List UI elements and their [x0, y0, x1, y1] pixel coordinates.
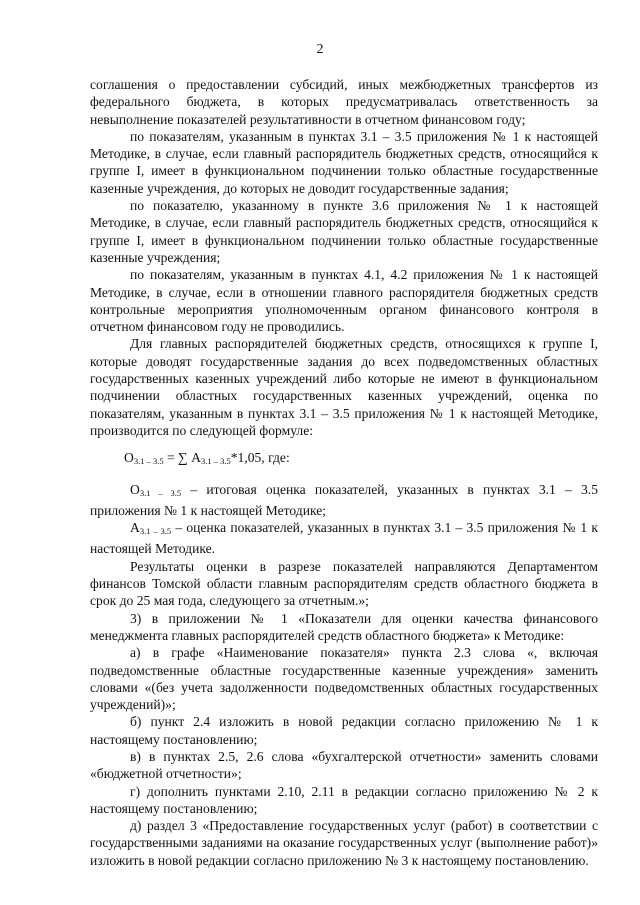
- formula-equals-sum: = ∑: [163, 450, 192, 466]
- list-item: а) в графе «Наименование показателя» пункта 2.3 слова «, включая подведомственные областные государственные казенные учреждения» заменить словами «(без учета задолженности подведомственных областных государственных учреждений)»;: [90, 645, 598, 713]
- paragraph: по показателям, указанным в пунктах 4.1, 4.2 приложения № 1 к настоящей Методике, в случае, если в отношении главного распорядителя бюджетных средств контрольные мероприятия уполномоченным органом финансового контроля в отчетном финансовом году не проводились.: [90, 267, 598, 335]
- list-item: в) в пунктах 2.5, 2.6 слова «бухгалтерской отчетности» заменить словами «бюджетной отчетности»;: [90, 748, 598, 782]
- paragraph-continuation: соглашения о предоставлении субсидий, иных межбюджетных трансфертов из федерального бюджета, в которых предусматривалась ответственность за невыполнение показателей результативности в отчетном финансовом году;: [90, 77, 598, 127]
- formula-tail: *1,05, где:: [230, 450, 290, 466]
- definition-symbol: О: [130, 481, 140, 497]
- paragraph: по показателям, указанным в пунктах 3.1 – 3.5 приложения № 1 к настоящей Методике, в случае, если главный распорядитель бюджетных средств, относящийся к группе I, имеет в функциональном подчинении только областные государственные казенные учреждения, до которых не доводит государственные задания;: [90, 128, 598, 196]
- paragraph: Результаты оценки в разрезе показателей направляются Департаментом финансов Томской области главным распорядителям средств областного бюджета в срок до 25 мая года, следующего за отчетным.»;: [90, 558, 598, 609]
- list-item: г) дополнить пунктами 2.10, 2.11 в редакции согласно приложению № 2 к настоящему постановлению;: [90, 783, 598, 816]
- definition-a: [90, 519, 598, 558]
- document-body: [90, 76, 598, 869]
- definition-symbol: А: [130, 520, 140, 536]
- definition-o: [90, 481, 598, 520]
- definition-text: – итоговая оценка показателей, указанных в пунктах 3.1 – 3.5 приложения № 1 к настоящей Методике;: [90, 481, 599, 518]
- definition-subscript: 3.1 – 3.5: [139, 487, 182, 498]
- paragraph: 3) в приложении № 1 «Показатели для оценки качества финансового менеджмента главных распорядителей средств областного бюджета» к Методике:: [90, 610, 598, 643]
- paragraph: по показателю, указанному в пункте 3.6 приложения № 1 к настоящей Методике, в случае, если главный распорядитель бюджетных средств, относящийся к группе I, имеет в функциональном подчинении только областные государственные казенные учреждения;: [90, 198, 598, 265]
- definition-subscript: 3.1 – 3.5: [139, 526, 172, 537]
- formula-rhs-subscript: 3.1 – 3.5: [200, 456, 231, 467]
- list-item: б) пункт 2.4 изложить в новой редакции согласно приложению № 1 к настоящему постановлению;: [90, 714, 598, 747]
- formula-rhs: А: [191, 450, 201, 466]
- page-number: 2: [316, 42, 324, 57]
- paragraph: Для главных распорядителей бюджетных средств, относящихся к группе I, которые доводят государственные задания до всех подведомственных областных государственных казенных учреждений либо которые не имеют в функциональном подчинении областных государственных казенных учреждений, оценка по показателям, указанным в пунктах 3.1 – 3.5 приложения № 1 к настоящей Методике, производится по следующей формуле:: [90, 336, 598, 438]
- formula-lhs: О: [124, 450, 134, 466]
- list-item: д) раздел 3 «Предоставление государственных услуг (работ) в соответствии с государственными заданиями на оказание государственных услуг (выполнение работ)» изложить в новой редакции согласно приложению № 3 к настоящему постановлению.: [90, 818, 598, 868]
- formula-lhs-subscript: 3.1 – 3.5: [133, 456, 164, 467]
- formula: [90, 449, 598, 470]
- definition-text: – оценка показателей, указанных в пунктах 3.1 – 3.5 приложения № 1 к настоящей Методике.: [90, 520, 598, 557]
